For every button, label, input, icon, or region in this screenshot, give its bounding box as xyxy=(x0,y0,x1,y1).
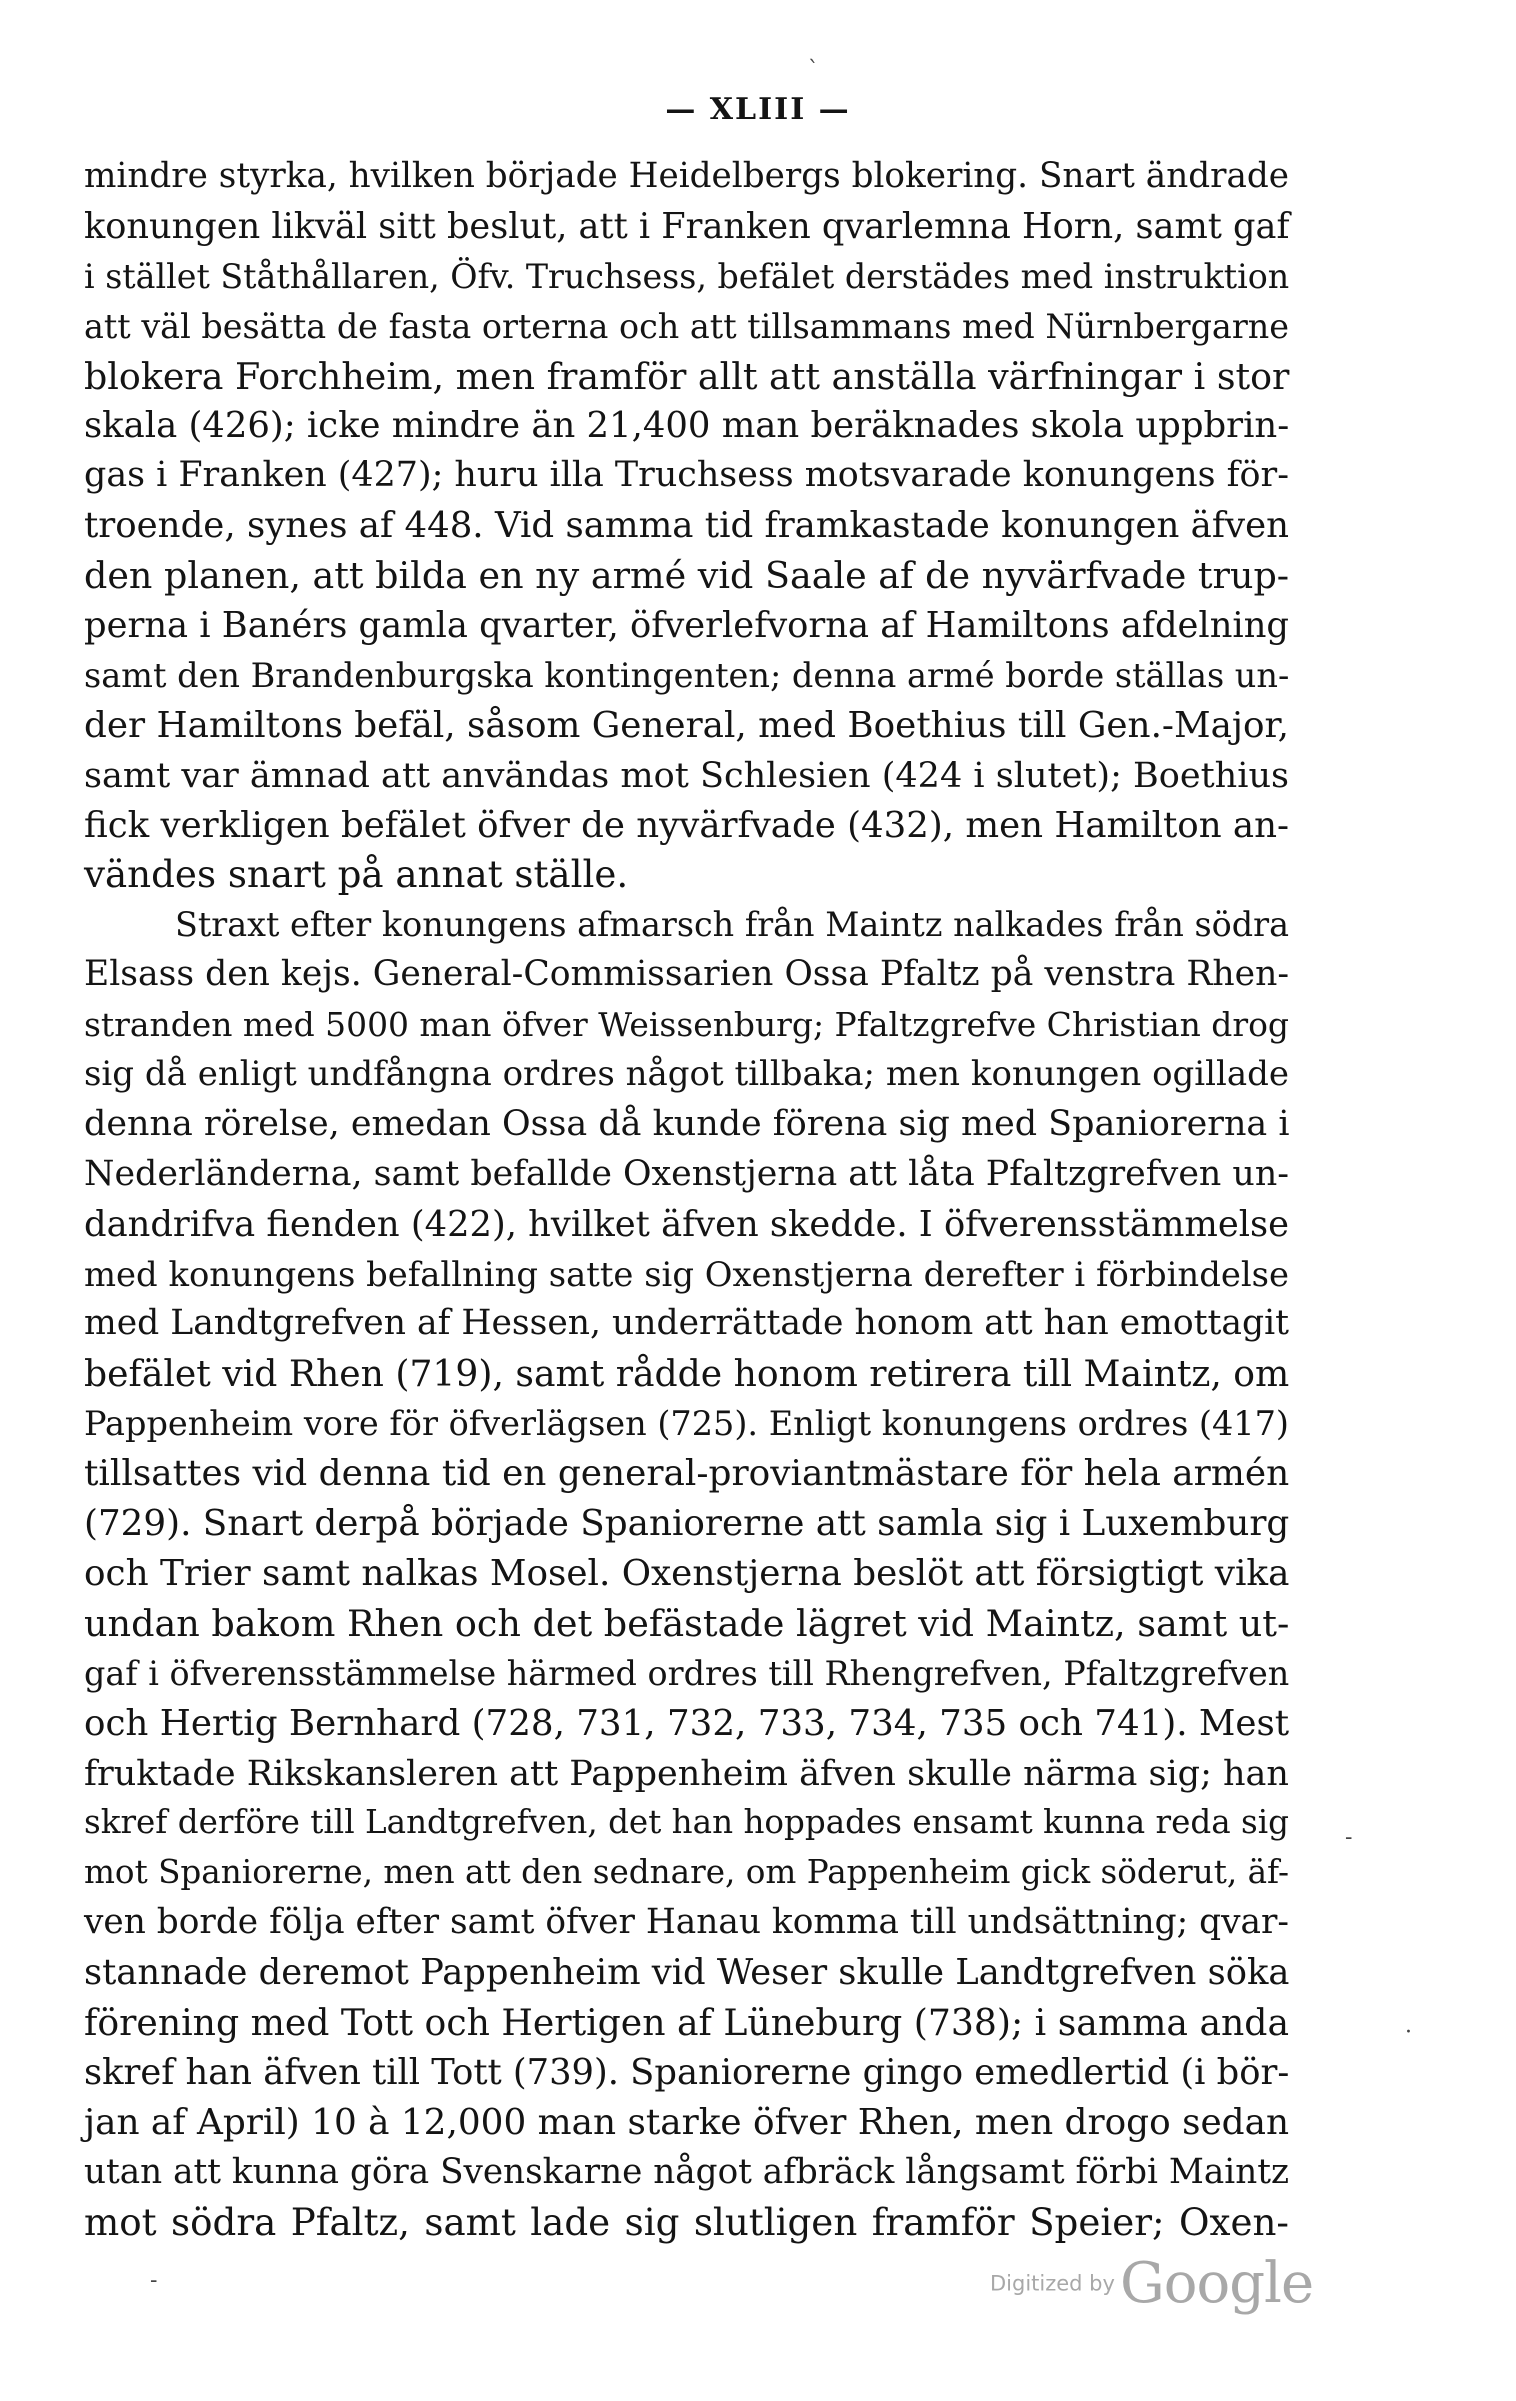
text-line: gas i Franken (427); huru illa Truchsess motsvarade konungens för- xyxy=(84,455,1289,496)
text-line: stranden med 5000 man öfver Weissenburg; Pfaltzgrefve Christian drog xyxy=(84,1005,1289,1045)
text-line: mindre styrka, hvilken började Heidelbergs blokering. Snart ändrade xyxy=(84,156,1289,196)
google-watermark xyxy=(990,2251,1313,2316)
text-line: utan att kunna göra Svenskarne något afbräck långsamt förbi Maintz xyxy=(84,2151,1289,2192)
text-line: sig då enligt undfångna ordres något tillbaka; men konungen ogillade xyxy=(84,1054,1289,1095)
text-line: och Hertig Bernhard (728, 731, 732, 733, 734, 735 och 741). Mest xyxy=(84,1702,1290,1744)
scan-speck: · xyxy=(1405,2020,1412,2045)
page-header: — XLIII — xyxy=(665,92,851,127)
text-line: stannade deremot Pappenheim vid Weser skulle Landtgrefven söka xyxy=(84,1952,1290,1994)
text-line: skref derföre till Landtgrefven, det han hoppades ensamt kunna reda sig xyxy=(84,1803,1289,1842)
text-line: jan af April) 10 à 12,000 man starke öfver Rhen, men drogo sedan xyxy=(84,2101,1290,2143)
text-line: och Trier samt nalkas Mosel. Oxenstjerna beslöt att försigtigt vika xyxy=(84,1552,1290,1594)
text-line: med konungens befallning satte sig Oxenstjerna derefter i förbindelse xyxy=(84,1254,1289,1294)
text-line: mot Spaniorerne, men att den sednare, om Pappenheim gick söderut, äf- xyxy=(84,1853,1289,1892)
text-line: fruktade Rikskansleren att Pappenheim äfven skulle närma sig; han xyxy=(84,1752,1289,1794)
text-line: der Hamiltons befäl, såsom General, med Boethius till Gen.-Major, xyxy=(84,704,1289,746)
text-line: befälet vid Rhen (719), samt rådde honom retirera till Maintz, om xyxy=(84,1352,1290,1396)
text-line: konungen likväl sitt beslut, att i Franken qvarlemna Horn, samt gaf xyxy=(84,205,1290,247)
text-line: undan bakom Rhen och det befästade lägret vid Maintz, samt ut- xyxy=(84,1601,1290,1645)
text-line: denna rörelse, emedan Ossa då kunde förena sig med Spaniorerna i xyxy=(84,1103,1290,1144)
text-line: samt var ämnad att användas mot Schlesien (424 i slutet); Boethius xyxy=(84,754,1289,796)
text-line: Pappenheim vore för öfverlägsen (725). Enligt konungens ordres (417) xyxy=(84,1404,1290,1444)
scan-speck: - xyxy=(1345,1825,1353,1850)
scan-speck: - xyxy=(150,2268,158,2293)
text-line: i stället Ståthållaren, Öfv. Truchsess, befälet derstädes med instruktion xyxy=(84,256,1290,296)
text-line: fick verkligen befälet öfver de nyvärfvade (432), men Hamilton an- xyxy=(84,804,1290,846)
watermark-prefix: Digitized by xyxy=(990,2271,1115,2296)
text-line: troende, synes af 448. Vid samma tid framkastade konungen äfven xyxy=(84,505,1289,547)
text-line: perna i Banérs gamla qvarter, öfverlefvorna af Hamiltons afdelning xyxy=(84,605,1290,647)
text-line: att väl besätta de fasta orterna och att tillsammans med Nürnbergarne xyxy=(84,306,1289,346)
text-line: ven borde följa efter samt öfver Hanau komma till undsättning; qvar- xyxy=(84,1902,1289,1943)
text-line: Nederländerna, samt befallde Oxenstjerna att låta Pfaltzgrefven un- xyxy=(84,1153,1289,1194)
text-line: samt den Brandenburgska kontingenten; denna armé borde ställas un- xyxy=(84,655,1290,695)
text-line: med Landtgrefven af Hessen, underrättade honom att han emottagit xyxy=(84,1303,1289,1344)
text-line: vändes snart på annat ställe. xyxy=(84,852,629,897)
text-line: gaf i öfverensstämmelse härmed ordres till Rhengrefven, Pfaltzgrefven xyxy=(84,1653,1290,1693)
text-line: Elsass den kejs. General-Commissarien Ossa Pfaltz på venstra Rhen- xyxy=(84,954,1289,995)
text-line: Straxt efter konungens afmarsch från Maintz nalkades från södra xyxy=(175,905,1289,945)
text-line: förening med Tott och Hertigen af Lüneburg (738); i samma anda xyxy=(84,2000,1289,2044)
text-line: mot södra Pfaltz, samt lade sig slutligen framför Speier; Oxen- xyxy=(84,2199,1289,2244)
body-text xyxy=(84,152,1289,2247)
text-line: skala (426); icke mindre än 21,400 man beräknades skola uppbrin- xyxy=(84,405,1290,447)
text-line: (729). Snart derpå började Spaniorerne att samla sig i Luxemburg xyxy=(84,1503,1290,1545)
scan-speck: ` xyxy=(808,58,819,83)
text-line: skref han äfven till Tott (739). Spaniorerne gingo emedlertid (i bör- xyxy=(84,2051,1290,2093)
text-line: tillsattes vid denna tid en general-proviantmästare för hela armén xyxy=(84,1453,1290,1495)
text-line: blokera Forchheim, men framför allt att anställa värfningar i stor xyxy=(84,354,1290,398)
text-line: den planen, att bilda en ny armé vid Saale af de nyvärfvade trup- xyxy=(84,554,1290,598)
text-line: dandrifva fienden (422), hvilket äfven skedde. I öfverensstämmelse xyxy=(84,1203,1289,1245)
google-logo: Google xyxy=(1120,2251,1314,2316)
